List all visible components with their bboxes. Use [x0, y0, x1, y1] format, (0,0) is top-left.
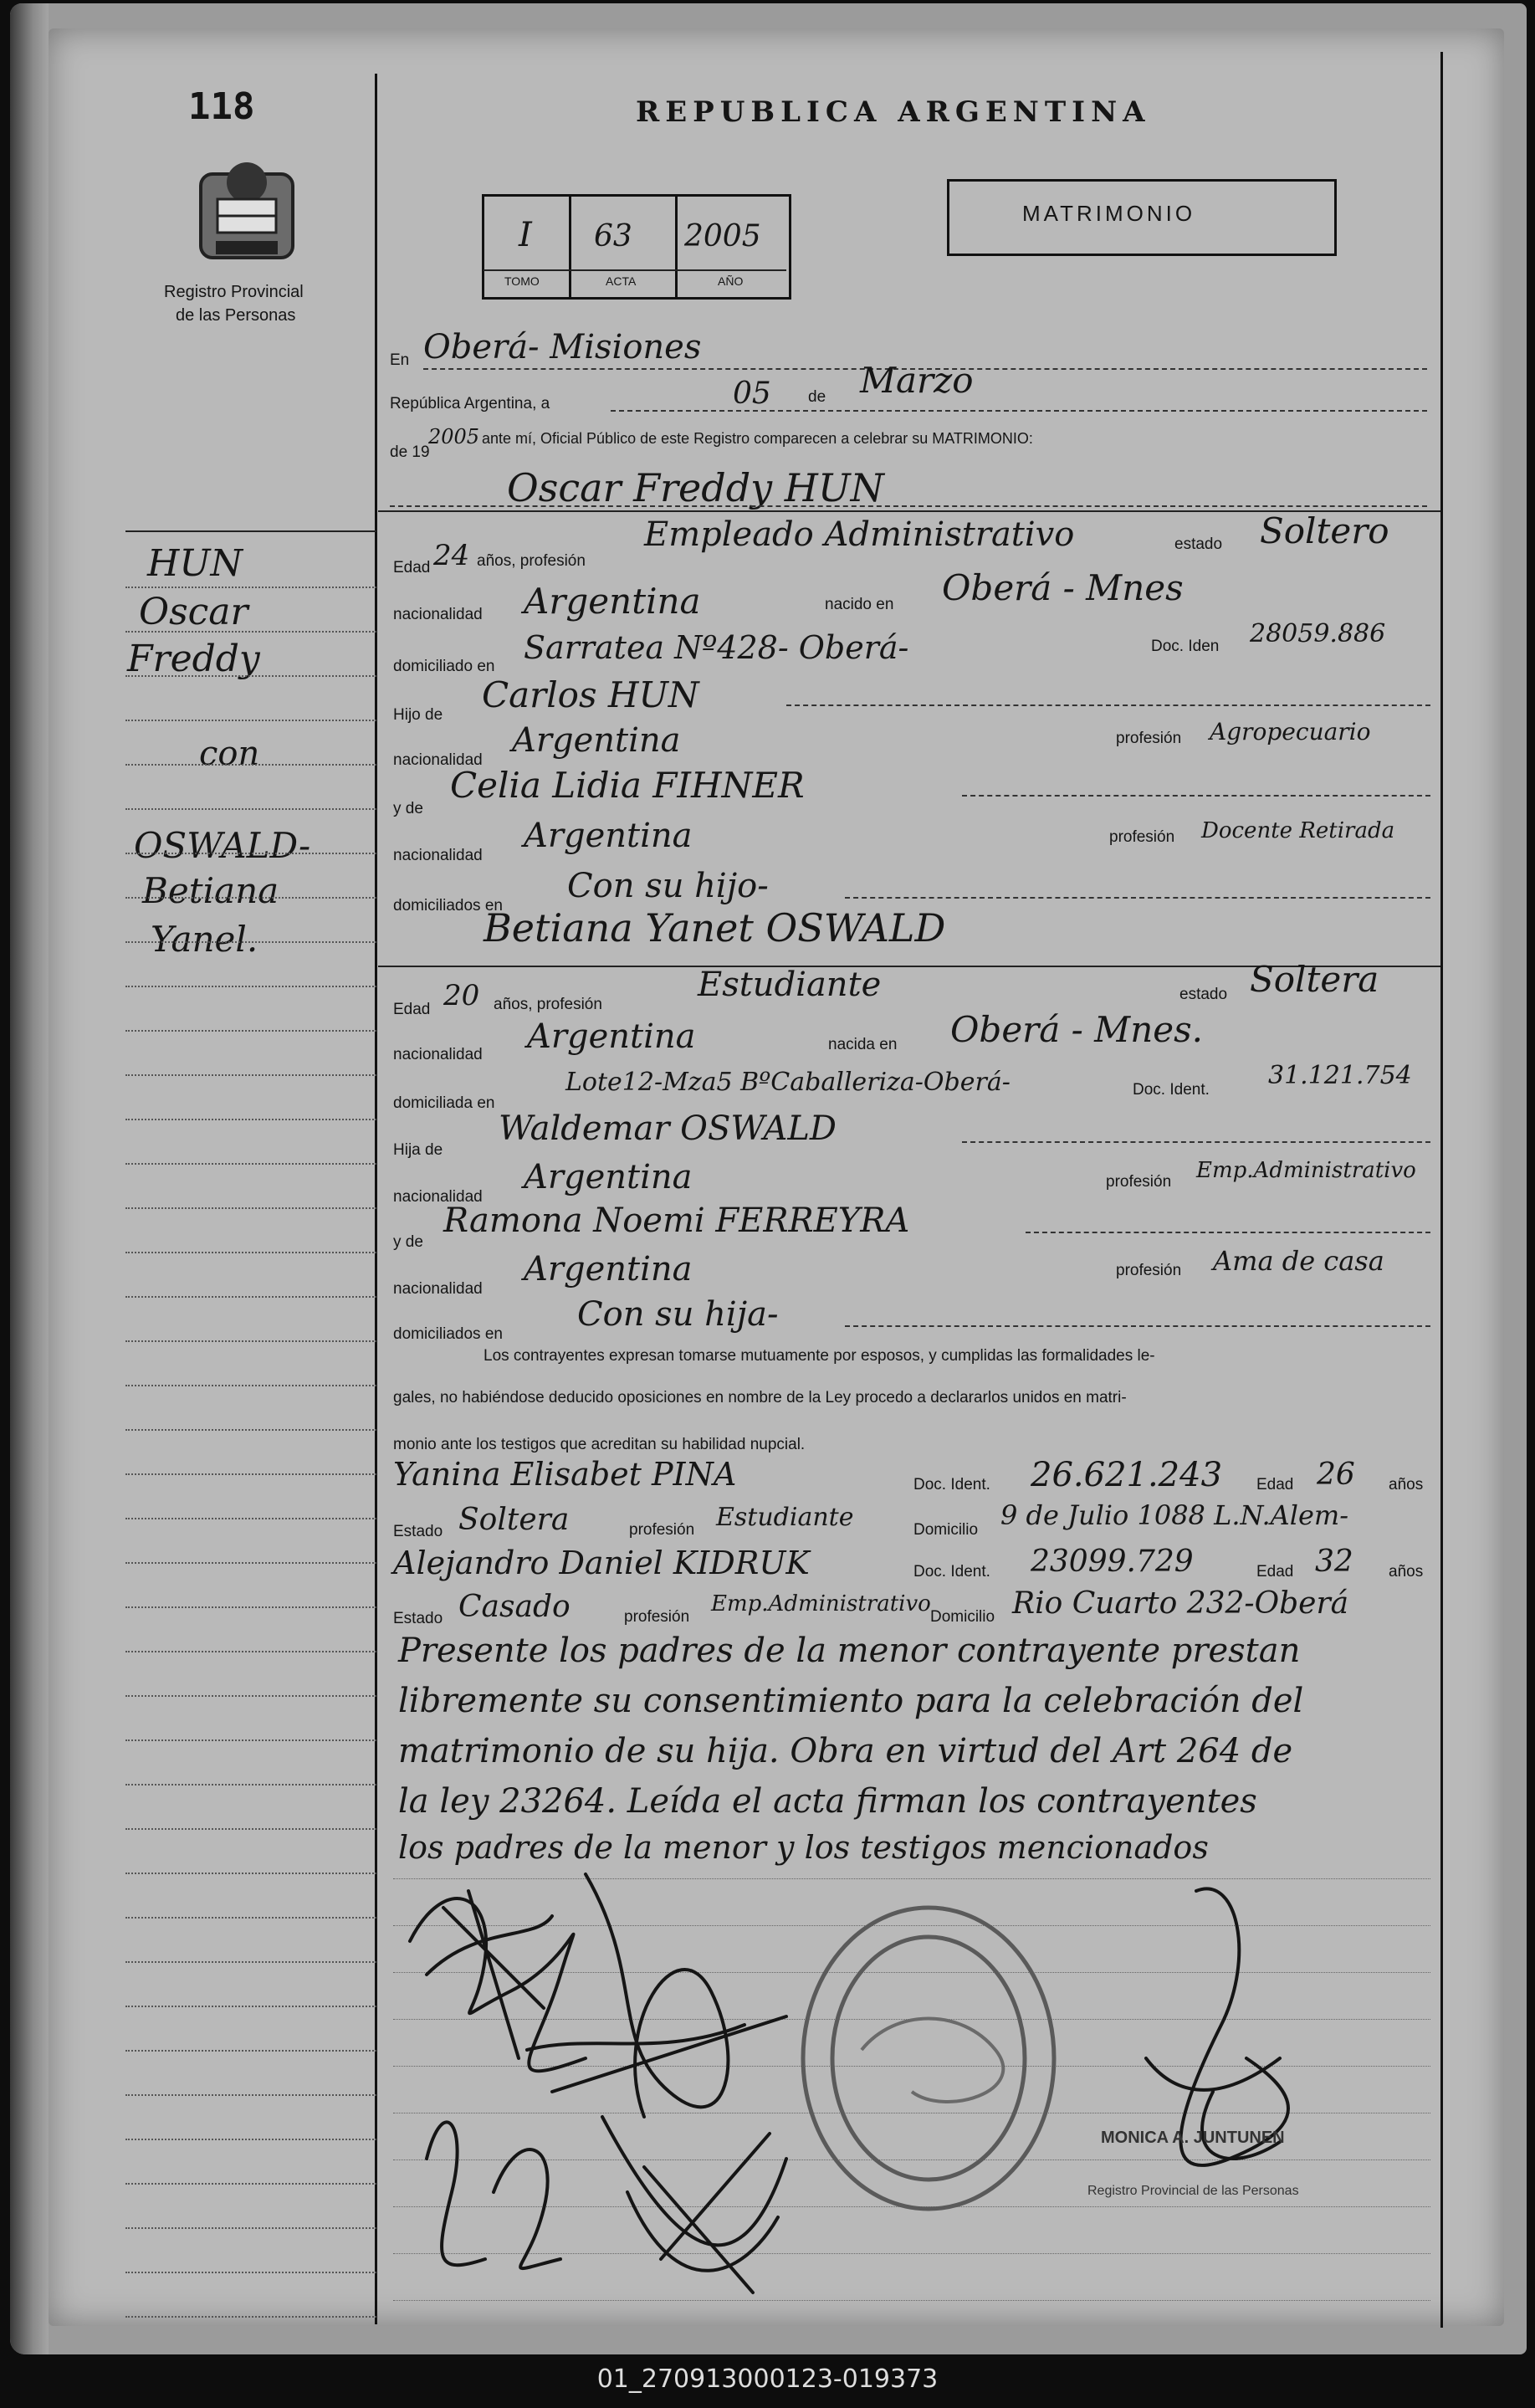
groom-padre-nac: Argentina: [512, 721, 681, 760]
groom-madre-nac: Argentina: [524, 817, 693, 855]
groom-estado-label: estado: [1174, 535, 1223, 553]
witness1-name: Yanina Elisabet PINA: [393, 1456, 737, 1493]
margin-guide-line: [125, 1827, 376, 1830]
margin-guide-line: [125, 896, 376, 899]
groom-doms-label: domiciliados en: [393, 897, 503, 915]
bride-edad-label: Edad: [393, 1001, 431, 1018]
groom-dom-label: domiciliado en: [393, 658, 495, 675]
witness1-edad-label: Edad: [1256, 1476, 1294, 1493]
margin-guide-line: [125, 2271, 376, 2273]
witness2-doc: 23099.729: [1031, 1545, 1194, 1579]
margin-guide-line: [125, 1118, 376, 1120]
bride-madre-prof-label: profesión: [1116, 1262, 1182, 1279]
margin-guide-line: [125, 2005, 376, 2007]
bride-anos-label: años, profesión: [494, 996, 602, 1013]
margin-guide-line: [125, 630, 376, 633]
margin-guide-line: [125, 674, 376, 677]
bride-doc: 31.121.754: [1268, 1061, 1412, 1090]
note-line-1: Presente los padres de la menor contrayente prestan: [398, 1632, 1301, 1670]
groom-profesion: Empleado Administrativo: [644, 515, 1075, 554]
bride-full-name: Betiana Yanet OSWALD: [484, 905, 946, 950]
bride-yde-label: y de: [393, 1233, 423, 1251]
bride-estado: Soltera: [1250, 959, 1379, 1000]
witness2-dom: Rio Cuarto 232-Oberá: [1012, 1586, 1349, 1621]
margin-groom-2: Oscar: [139, 591, 248, 633]
de-label: de: [808, 388, 826, 406]
registry-name-line1: Registro Provincial: [164, 283, 304, 301]
margin-guide-line: [125, 1517, 376, 1519]
bride-padre: Waldemar OSWALD: [499, 1109, 837, 1148]
bride-padre-nac: Argentina: [524, 1158, 693, 1196]
bride-nacida: Oberá - Mnes.: [950, 1009, 1203, 1050]
margin-guide-line: [125, 719, 376, 721]
margin-guide-line: [125, 1295, 376, 1298]
margin-guide-line: [125, 1207, 376, 1209]
bride-padre-nac-label: nacionalidad: [393, 1188, 483, 1206]
margin-guide-line: [125, 1428, 376, 1431]
groom-nac-label: nacionalidad: [393, 606, 483, 623]
bride-nacida-label: nacida en: [828, 1036, 898, 1053]
groom-yde-label: y de: [393, 800, 423, 817]
margin-guide-line: [125, 1162, 376, 1165]
witness2-prof-label: profesión: [624, 1608, 690, 1626]
act-type-label: MATRIMONIO: [1022, 201, 1196, 226]
margin-guide-line: [125, 985, 376, 987]
year-value: 2005: [428, 425, 480, 448]
groom-domicilio: Sarratea Nº428- Oberá-: [524, 629, 909, 666]
note-line-3: matrimonio de su hija. Obra en virtud del Art 264 de: [398, 1732, 1293, 1770]
groom-edad: 24: [433, 539, 470, 572]
right-border: [1440, 52, 1443, 2328]
margin-bride-3: Yanel.: [151, 919, 258, 960]
registry-name-line2: de las Personas: [176, 306, 296, 325]
witness2-anos-label: años: [1389, 1563, 1424, 1581]
margin-guide-line: [125, 852, 376, 854]
margin-guide-line: [125, 1073, 376, 1076]
margin-guide-line: [125, 1384, 376, 1386]
groom-padre-nac-label: nacionalidad: [393, 751, 483, 769]
groom-padre-prof: Agropecuario: [1210, 718, 1371, 745]
place-value: Oberá- Misiones: [423, 328, 702, 366]
groom-doc: 28059.886: [1250, 619, 1386, 648]
bride-profesion: Estudiante: [698, 966, 882, 1004]
bride-edad: 20: [443, 979, 480, 1012]
appearance-sentence: ante mí, Oficial Público de este Registro comparecen a celebrar su MATRIMONIO:: [482, 430, 1033, 447]
note-line-4: la ley 23264. Leída el acta firman los contrayentes: [398, 1782, 1257, 1821]
witness1-estado-label: Estado: [393, 1523, 443, 1540]
witness2-estado-label: Estado: [393, 1610, 443, 1627]
anio-label: AÑO: [718, 274, 744, 288]
witness1-prof: Estudiante: [716, 1503, 854, 1532]
bride-domicilio: Lote12-Mza5 BºCaballeriza-Oberá-: [565, 1068, 1011, 1097]
groom-padres-dom: Con su hijo-: [567, 867, 769, 905]
witness1-estado: Soltera: [458, 1503, 570, 1537]
groom-nacido-label: nacido en: [825, 596, 894, 613]
groom-doc-label: Doc. Iden: [1151, 638, 1220, 655]
month-value: Marzo: [860, 360, 974, 401]
witness1-doc-label: Doc. Ident.: [913, 1476, 990, 1493]
bride-dom-label: domiciliada en: [393, 1094, 495, 1112]
section-rule-groom: [125, 530, 376, 532]
bride-madre-prof: Ama de casa: [1213, 1245, 1384, 1277]
margin-connector: con: [199, 735, 260, 773]
year-prefix: de 19: [390, 443, 430, 461]
official-name: MONICA A. JUNTUNEN: [1101, 2129, 1285, 2147]
book-spine: [10, 3, 49, 2354]
witness2-edad-label: Edad: [1256, 1563, 1294, 1581]
bride-doc-label: Doc. Ident.: [1133, 1081, 1210, 1099]
official-registry: Registro Provincial de las Personas: [1087, 2184, 1299, 2198]
groom-madre-prof-label: profesión: [1109, 828, 1175, 846]
margin-guide-line: [125, 2226, 376, 2229]
bride-hija-label: Hija de: [393, 1141, 443, 1159]
acta-label: ACTA: [606, 274, 637, 288]
margin-guide-line: [125, 1029, 376, 1032]
margin-guide-line: [125, 2093, 376, 2096]
bride-madre: Ramona Noemi FERREYRA: [443, 1201, 910, 1240]
margin-guide-line: [125, 1694, 376, 1697]
witness2-estado: Casado: [458, 1590, 571, 1624]
margin-guide-line: [125, 1872, 376, 1874]
witness1-doc: 26.621.243: [1031, 1456, 1223, 1494]
margin-guide-line: [125, 2049, 376, 2052]
margin-guide-line: [125, 1650, 376, 1652]
bride-padres-dom: Con su hija-: [577, 1295, 779, 1334]
signatures-drawing: [393, 1841, 1439, 2326]
groom-madre-nac-label: nacionalidad: [393, 847, 483, 864]
bride-padre-prof-label: profesión: [1106, 1173, 1172, 1191]
note-line-2: libremente su consentimiento para la celebración del: [398, 1682, 1304, 1720]
bride-doms-label: domiciliados en: [393, 1325, 503, 1343]
groom-madre-prof: Docente Retirada: [1201, 818, 1395, 843]
en-label: En: [390, 351, 410, 369]
tomo-value: I: [519, 216, 532, 254]
bride-madre-nac: Argentina: [524, 1250, 693, 1289]
bride-padre-prof: Emp.Administrativo: [1196, 1158, 1416, 1183]
bride-estado-label: estado: [1179, 986, 1228, 1003]
margin-guide-line: [125, 1960, 376, 1963]
margin-groom-3: Freddy: [127, 638, 260, 680]
margin-guide-line: [125, 1340, 376, 1342]
margin-guide-line: [125, 807, 376, 810]
margin-guide-line: [125, 1916, 376, 1919]
margin-divider: [375, 74, 377, 2324]
tomo-label: TOMO: [504, 274, 540, 288]
witness1-anos-label: años: [1389, 1476, 1424, 1493]
margin-guide-line: [125, 1783, 376, 1786]
witness1-dom: 9 de Julio 1088 L.N.Alem-: [1000, 1499, 1349, 1531]
declaration-line3: monio ante los testigos que acreditan su habilidad nupcial.: [393, 1436, 806, 1453]
margin-guide-line: [125, 1473, 376, 1475]
registry-seal-icon: [192, 149, 301, 266]
day-value: 05: [733, 377, 771, 411]
acta-value: 63: [594, 219, 632, 254]
declaration-line2: gales, no habiéndose deducido oposiciones en nombre de la Ley procedo a declararlos unidos en matri-: [393, 1389, 1127, 1406]
groom-full-name: Oscar Freddy HUN: [507, 465, 884, 510]
margin-bride-1: OSWALD-: [134, 825, 311, 866]
witness2-name: Alejandro Daniel KIDRUK: [393, 1545, 810, 1581]
margin-guide-line: [125, 1561, 376, 1564]
page-number: 118: [188, 85, 255, 128]
witness2-edad: 32: [1315, 1545, 1353, 1579]
bride-nac-label: nacionalidad: [393, 1046, 483, 1063]
bride-nacionalidad: Argentina: [527, 1017, 696, 1056]
margin-guide-line: [125, 1606, 376, 1608]
margin-guide-line: [125, 940, 376, 943]
margin-guide-line: [125, 2315, 376, 2318]
margin-groom-1: HUN: [147, 542, 243, 585]
witness2-dom-label: Domicilio: [930, 1608, 995, 1626]
margin-bride-2: Betiana: [142, 870, 279, 911]
witness2-doc-label: Doc. Ident.: [913, 1563, 990, 1581]
groom-estado: Soltero: [1260, 510, 1389, 551]
anio-value: 2005: [684, 219, 761, 254]
country-title: REPUBLICA ARGENTINA: [636, 95, 1151, 129]
groom-anos-label: años, profesión: [477, 552, 586, 570]
margin-guide-line: [125, 763, 376, 766]
groom-edad-label: Edad: [393, 559, 431, 576]
note-line-5: los padres de la menor y los testigos mencionados: [398, 1829, 1209, 1866]
witness1-edad: 26: [1317, 1458, 1355, 1492]
groom-padre: Carlos HUN: [482, 674, 699, 715]
groom-nacionalidad: Argentina: [524, 581, 701, 622]
declaration-line1: Los contrayentes expresan tomarse mutuamente por esposos, y cumplidas las formalidades le-: [484, 1347, 1155, 1365]
image-caption: 01_270913000123-019373: [596, 2364, 939, 2394]
groom-madre: Celia Lidia FIHNER: [450, 765, 805, 806]
groom-padre-prof-label: profesión: [1116, 730, 1182, 747]
margin-guide-line: [125, 1251, 376, 1253]
republica-label: República Argentina, a: [390, 395, 550, 412]
witness2-prof: Emp.Administrativo: [711, 1591, 931, 1616]
margin-guide-line: [125, 2182, 376, 2185]
groom-hijo-label: Hijo de: [393, 706, 443, 724]
margin-guide-line: [125, 586, 376, 588]
witness1-prof-label: profesión: [629, 1521, 695, 1539]
margin-guide-line: [125, 1739, 376, 1741]
groom-nacido: Oberá - Mnes: [942, 567, 1184, 608]
margin-guide-line: [125, 2138, 376, 2140]
bride-madre-nac-label: nacionalidad: [393, 1280, 483, 1298]
witness1-dom-label: Domicilio: [913, 1521, 979, 1539]
